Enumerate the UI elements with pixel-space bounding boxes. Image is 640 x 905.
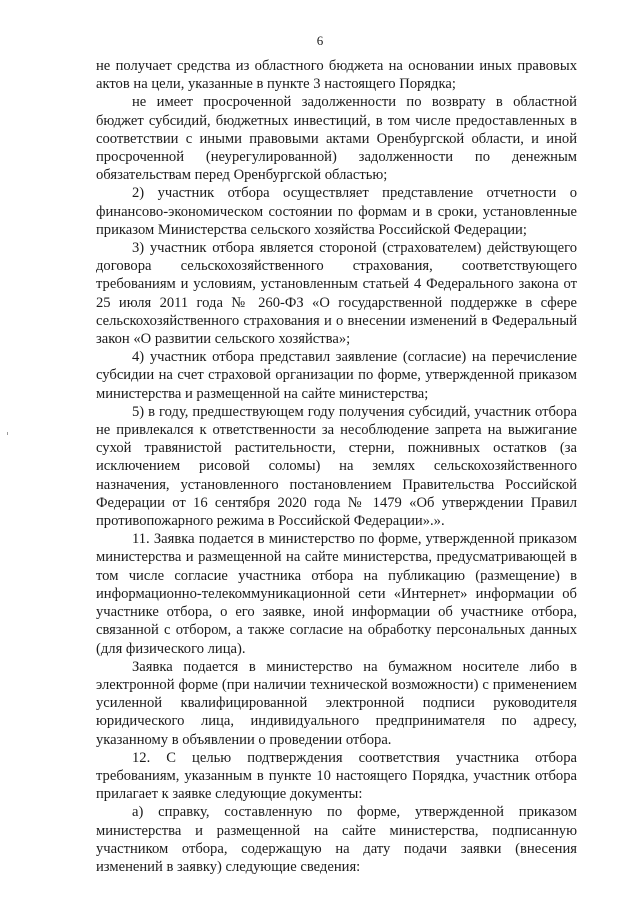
page-number: 6 (316, 33, 324, 48)
scan-margin-mark (7, 432, 8, 435)
paragraph-item-3-insurance-contract: 3) участник отбора является стороной (страхователем) действующего договора сельскохозяйственного страхования, соответствующего требованиям и условиям, установленным статьей 4 Федерального закона от 25 июля 2011 года № 260-ФЗ «О государственной поддержке в сфере сельскохозяйственного страхования и о внесении изменений в Федеральный закон «О развитии сельского хозяйства»; (96, 240, 577, 348)
paragraph-section-11-application: 11. Заявка подается в министерство по форме, утвержденной приказом министерства и размещенной на сайте министерства, предусматривающей в том числе согласие участника отбора на публикацию (размещение) в информационно-телекоммуникационной сети «Интернет» информации об участнике отбора, о его заявке, иной информации об участнике отбора, связанной с отбором, а также согласие на обработку персональных данных (для физического лица). (96, 531, 577, 657)
paragraph-item-2-reporting: 2) участник отбора осуществляет представление отчетности о финансово-экономическом состоянии по формам и в сроки, установленные приказом Министерства сельского хозяйства Российской Федерации; (96, 185, 577, 238)
paragraph-no-budget-funds: не получает средства из областного бюджета на основании иных правовых актов на цели, указанные в пункте 3 настоящего Порядка; (96, 58, 577, 93)
paragraph-no-overdue-debt: не имеет просроченной задолженности по возврату в областной бюджет субсидий, бюджетных инвестиций, в том числе предоставленных в соответствии с иными правовыми актами Оренбургской области, и иной просроченной (неурегулированной) задолженности по денежным обязательствам перед Оренбургской областью; (96, 94, 577, 184)
paragraph-item-5-no-liability: 5) в году, предшествующем году получения субсидий, участник отбора не привлекался к ответственности за несоблюдение запрета на выжигание сухой травянистой растительности, стерни, пожнивных остатков (за исключением рисовой соломы) на землях сельскохозяйственного назначения, установленного постановлением Правительства Российской Федерации от 16 сентября 2020 года № 1479 «Об утверждении Правил противопожарного режима в Российской Федерации».». (96, 403, 577, 530)
paragraph-item-a-certificate: а) справку, составленную по форме, утвержденной приказом министерства и размещенной на сайте министерства, подписанную участником отбора, содержащую на дату подачи заявки (внесения изменений в заявку) следующие сведения: (96, 804, 577, 875)
paragraph-application-submission: Заявка подается в министерство на бумажном носителе либо в электронной форме (при наличии технической возможности) с применением усиленной квалифицированной электронной подписи руководителя юридического лица, индивидуального предпринимателя по адресу, указанному в объявлении о проведении отбора. (96, 658, 577, 748)
paragraph-item-4-application-consent: 4) участник отбора представил заявление (согласие) на перечисление субсидии на счет страховой организации по форме, утвержденной приказом министерства и размещенной на сайте министерства; (96, 349, 577, 402)
paragraph-section-12-documents: 12. С целью подтверждения соответствия участника отбора требованиям, указанным в пункте 10 настоящего Порядка, участник отбора прилагает к заявке следующие документы: (96, 749, 577, 803)
document-body (96, 57, 577, 876)
